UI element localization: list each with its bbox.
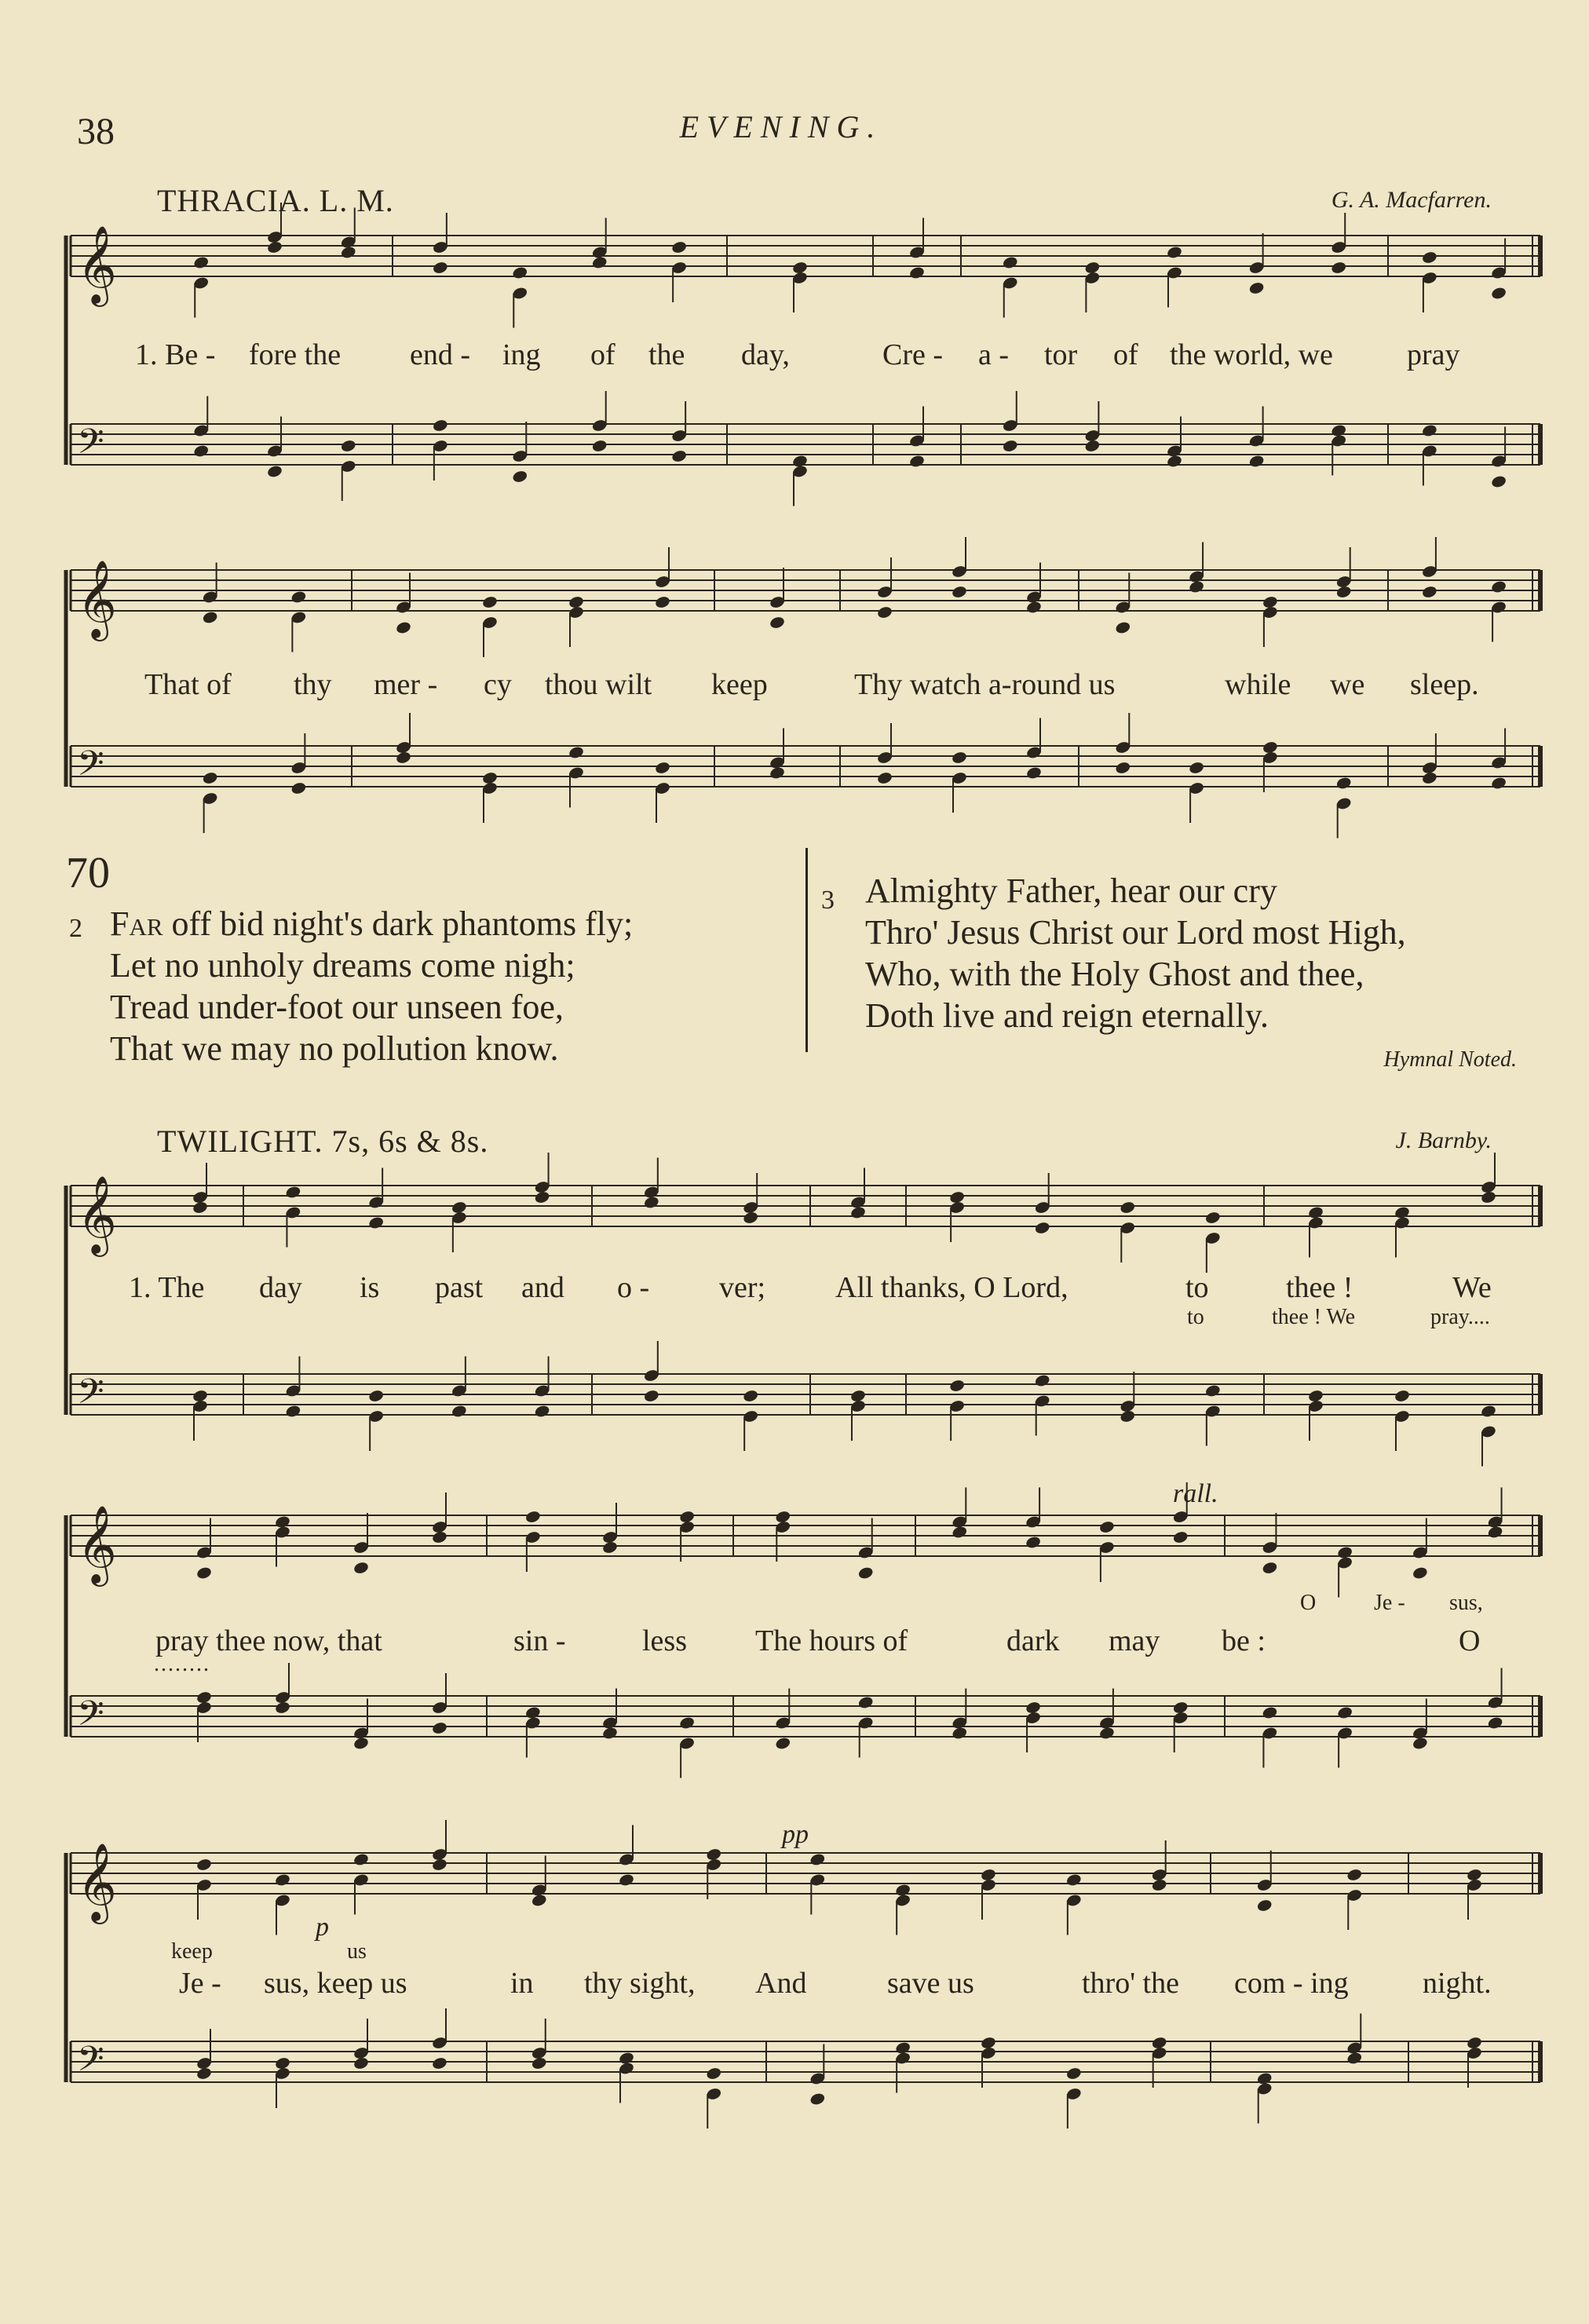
notehead [1098,1726,1115,1740]
notehead [1331,261,1347,275]
notehead [1025,766,1042,780]
lyric-syllable: com - ing [1234,1967,1349,2000]
notehead [706,2066,722,2081]
notehead [1120,1409,1136,1423]
notehead [849,1205,866,1219]
lyric-syllable: keep [711,668,768,701]
notehead [451,1404,467,1418]
lyric-syllable: while [1225,668,1291,701]
notehead [534,1404,550,1418]
lyric-syllable: That of [144,668,232,701]
alto-lyric: Je - [1374,1591,1405,1615]
notehead [353,1561,369,1575]
alto-lyric: to [1187,1305,1204,1329]
notehead [1204,1211,1221,1225]
notehead [193,255,210,269]
notehead [1115,761,1131,775]
lyric-syllable: thee ! [1286,1271,1353,1304]
notehead [670,240,687,254]
notehead [1490,474,1507,488]
notehead [481,595,498,609]
alto-lyric: sus, [1449,1591,1483,1615]
notehead [1262,1705,1278,1719]
notehead [1490,286,1507,300]
notehead [1002,255,1018,269]
lyric-syllable: day, [741,338,790,371]
lyric-syllable: And [755,1967,807,2000]
lyric-syllable: ver; [719,1271,766,1304]
running-head: EVENING. [679,109,883,144]
verse-line: Who, with the Holy Ghost and thee, [865,955,1364,993]
lyric-syllable: less [642,1624,687,1657]
lyric-syllable: past [435,1271,484,1304]
notehead [395,620,411,634]
tune-title-twilight: TWILIGHT. 7s, 6s & 8s. [157,1124,489,1159]
notehead [1490,579,1507,594]
notehead [1421,771,1437,785]
notehead [192,1200,208,1215]
bass-clef-icon: 𝄢 [77,2038,104,2088]
notehead [568,745,584,759]
notehead [809,2092,826,2106]
notehead [195,1858,212,1872]
treble-clef-icon: 𝄞 [77,1175,117,1254]
treble-clef-icon: 𝄞 [77,1843,117,1921]
notehead [908,454,925,468]
verse-divider [805,848,808,1052]
lyric-syllable: Cre - [882,338,944,371]
lyric-syllable: be : [1222,1624,1266,1657]
lyric-syllable: dark [1006,1624,1060,1657]
notehead [1034,1221,1050,1235]
verse-line: Doth live and reign eternally. [865,996,1269,1035]
notehead [432,418,448,433]
alto-lyric: O [1300,1591,1317,1615]
dynamic-p: p [316,1913,329,1942]
notehead [1256,1898,1273,1913]
lyric-syllable: is [360,1271,380,1304]
notehead [809,1852,826,1866]
notehead [1115,620,1131,634]
alto-lyric: pray.... [1430,1305,1490,1329]
lyric-syllable: we [1330,668,1365,701]
alto-lyric: thee ! We [1272,1305,1356,1329]
notehead [1188,579,1204,594]
notehead [431,1721,447,1735]
lyric-syllable: and [521,1271,564,1304]
notehead [340,245,356,259]
verse-3 [821,870,1406,1036]
notehead [952,1525,968,1539]
notehead [1065,2066,1082,2081]
notehead [290,781,307,795]
notehead [743,1389,759,1403]
notehead [1394,1389,1410,1403]
verse-line: Almighty Father, hear our cry [865,872,1277,910]
notehead [274,1701,290,1715]
notehead [353,2056,369,2070]
notehead [1421,250,1437,265]
lyric-syllable: Thy watch a-round us [854,668,1116,701]
notehead [1336,1705,1353,1719]
lyric-syllable: in [510,1967,534,2000]
lyric-syllable: of [1113,338,1138,371]
notehead [591,439,608,453]
verse-line: Tread under-foot our unseen foe, [110,988,564,1026]
lyric-syllable: cy [484,668,512,701]
lyric-syllable: a - [978,338,1010,371]
dynamic-pp: pp [782,1820,809,1849]
notehead [1421,423,1437,437]
notehead [353,1852,369,1866]
lyric-syllable: pray thee now, that [155,1624,382,1657]
notehead [285,1404,301,1418]
treble-clef-icon: 𝄞 [77,560,117,638]
notehead [654,595,670,609]
notehead [908,265,925,280]
notehead [948,1379,965,1393]
notehead [876,605,893,619]
notehead [601,1726,618,1740]
bass-clef-icon: 𝄢 [77,1371,104,1420]
notehead [769,766,785,780]
treble-clef-icon: 𝄞 [77,1505,117,1584]
notehead [1480,1190,1496,1204]
continuation-dots: ........ [154,1652,210,1676]
lyric-syllable: All thanks, O Lord, [835,1271,1068,1304]
notehead [367,1389,384,1403]
notehead [1335,776,1352,790]
lyric-syllable: mer - [374,668,438,701]
notehead [643,1195,659,1209]
lyric-syllable: pray [1407,338,1460,371]
notehead [857,1566,874,1580]
notehead [1487,1716,1503,1730]
verse-first-word: Far [110,904,163,943]
lyric-syllable: night. [1423,1967,1492,2000]
verse-number: 3 [821,886,835,915]
notehead [1480,1404,1496,1418]
notehead [534,1190,550,1204]
lyric-syllable: tor [1044,338,1078,371]
lyric-syllable: sleep. [1410,668,1479,701]
notehead [678,1716,695,1730]
notehead [775,1736,791,1750]
hymn-number: 70 [66,849,110,897]
notehead [1262,1561,1278,1575]
notehead [1172,1530,1189,1544]
lyric-syllable: We [1452,1271,1492,1304]
lyric-syllable: 1. The [129,1271,205,1304]
notehead [1034,1373,1050,1387]
notehead [285,1185,301,1199]
lyric-syllable: The hours of [755,1624,908,1657]
notehead [512,470,528,484]
notehead [524,1510,541,1524]
bass-clef-icon: 𝄢 [77,1693,104,1742]
notehead [195,1566,212,1580]
bass-clef-icon: 𝄢 [77,421,104,470]
notehead [367,1215,384,1230]
notehead [202,610,218,624]
notehead [951,585,967,599]
notehead [531,2056,547,2070]
notehead [1166,245,1182,259]
lyric-syllable: to [1185,1271,1209,1304]
lyric-syllable: thro' the [1082,1967,1179,2000]
attribution: Hymnal Noted. [1383,1047,1517,1072]
lyric-syllable: fore the [249,338,342,371]
notehead [290,590,307,604]
lyric-syllable: save us [887,1967,974,2000]
verse-line: Thro' Jesus Christ our Lord most High, [865,913,1406,952]
notehead [274,1873,290,1887]
notehead [266,464,283,478]
notehead [1412,1736,1428,1750]
notehead [195,2066,212,2081]
lyric-syllable: Je - [179,1967,221,2000]
lyric-syllable: day [259,1271,302,1304]
lyric-syllable: end - [410,338,471,371]
lyric-syllable: sin - [513,1624,566,1657]
lyric-syllable: the [648,338,685,371]
lyric-syllable: the world, we [1170,338,1333,371]
lyric-syllable: thy [294,668,332,701]
notehead [951,751,967,765]
notehead [1065,1873,1082,1887]
verse-2 [69,903,633,1069]
notehead [1084,439,1101,453]
lyric-syllable: o - [617,1271,650,1304]
page-number: 38 [77,111,115,152]
verse-number: 2 [69,914,82,943]
direction-rall: rall. [1173,1479,1218,1508]
notehead [591,255,608,269]
notehead [952,1726,968,1740]
lyric-syllable: thy sight, [584,1967,696,2000]
notehead [353,1736,369,1750]
notehead [1120,1200,1136,1215]
notehead [531,1893,547,1907]
alto-lyric: us [347,1939,367,1964]
verse-line: That we may no pollution know. [110,1029,559,1068]
notehead [1487,1525,1503,1539]
notehead [340,439,356,453]
notehead [1335,585,1352,599]
lyric-syllable: 1. Be - [135,338,216,371]
notehead [431,2056,447,2070]
notehead [1151,1878,1167,1892]
notehead [769,616,785,630]
notehead [857,1695,874,1709]
notehead [1002,439,1018,453]
composer-macfarren: G. A. Macfarren. [1331,187,1492,213]
notehead [876,771,893,785]
lyric-syllable: may [1109,1624,1160,1657]
verse-line: off bid night's dark phantoms fly; [163,904,634,943]
notehead [643,1389,659,1403]
alto-lyric: keep [171,1939,213,1964]
lyric-syllable: O [1459,1624,1481,1657]
notehead [202,771,218,785]
notehead [431,1530,447,1544]
notehead [193,444,210,458]
notehead [1188,761,1204,775]
verse-line: Let no unholy dreams come nigh; [110,946,575,985]
lyric-syllable: thou wilt [545,668,652,701]
lyric-syllable: ing [502,338,541,371]
composer-barnby: J. Barnby. [1395,1127,1492,1153]
notehead [1098,1520,1115,1534]
notehead [512,265,528,280]
tune-title-thracia: THRACIA. L. M. [157,183,394,218]
notehead [1025,1535,1041,1549]
notehead [670,449,687,463]
notehead [1490,776,1507,790]
notehead [1421,585,1437,599]
treble-clef-icon: 𝄞 [77,225,117,304]
notehead [395,751,411,765]
notehead [618,1873,634,1887]
notehead [1248,281,1265,295]
notehead [743,1211,759,1225]
notehead [1166,454,1182,468]
notehead [1248,454,1265,468]
lyric-syllable: of [590,338,616,371]
notehead [1412,1566,1428,1580]
notehead [1025,600,1042,614]
notehead [431,1858,447,1872]
notehead [1346,1868,1363,1882]
notehead [432,261,448,275]
lyric-syllable: sus, keep us [264,1967,407,2000]
notehead [1204,1383,1221,1398]
notehead [1346,2051,1363,2065]
notehead [654,761,670,775]
bass-clef-icon: 𝄢 [77,743,104,792]
notehead [266,240,283,254]
notehead [601,1540,618,1555]
